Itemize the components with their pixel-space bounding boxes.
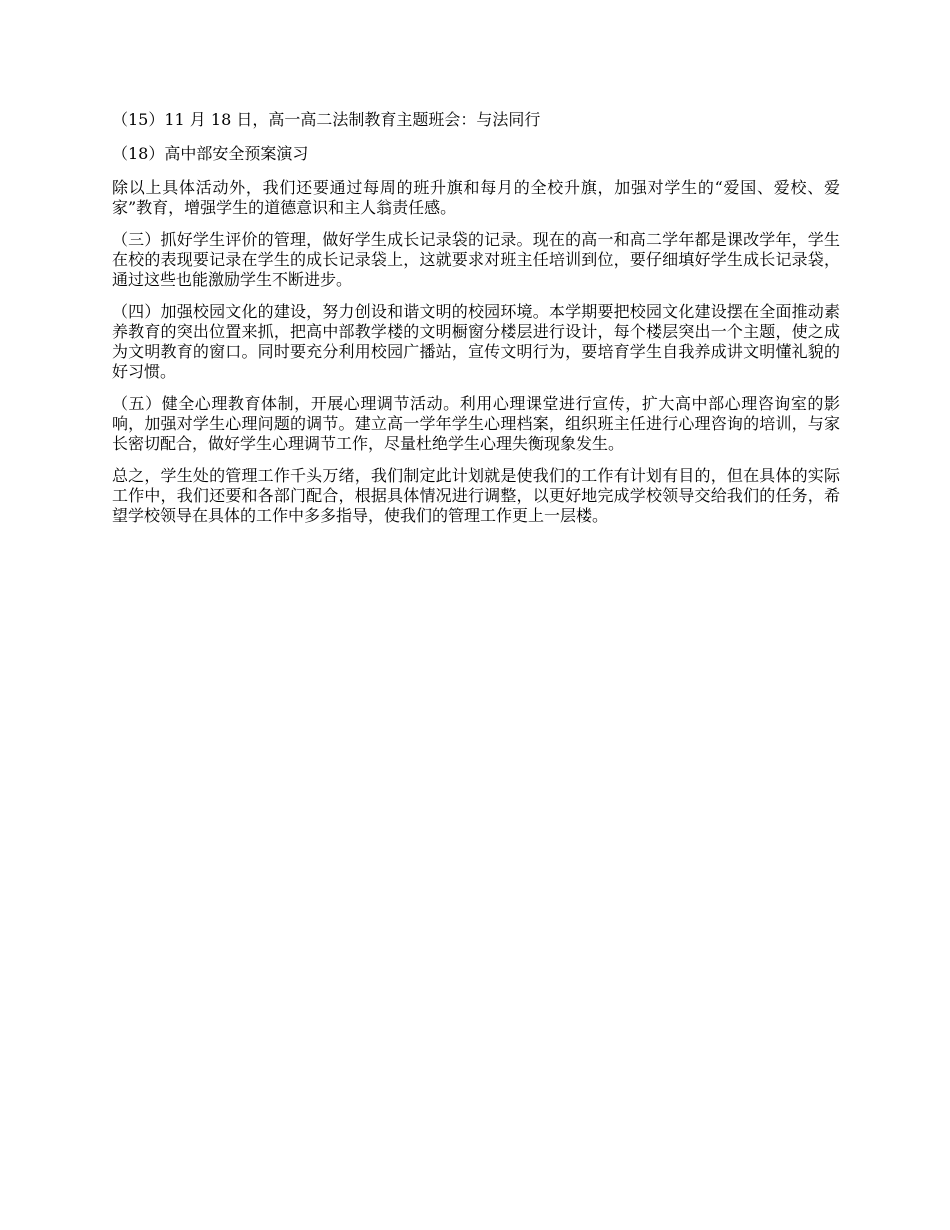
paragraph-conclusion: 总之，学生处的管理工作千头万绪，我们制定此计划就是使我们的工作有计划有目的，但在具体的实际工作中，我们还要和各部门配合，根据具体情况进行调整，以更好地完成学校领导交给我们的任务，希望学校领导在具体的工作中多多指导，使我们的管理工作更上一层楼。	[112, 466, 840, 525]
paragraph-section-four: （四）加强校园文化的建设，努力创设和谐文明的校园环境。本学期要把校园文化建设摆在全面推动素养教育的突出位置来抓，把高中部教学楼的文明橱窗分楼层进行设计，每个楼层突出一个主题，使之成为文明教育的窗口。同时要充分利用校园广播站，宣传文明行为，要培育学生自我养成讲文明懂礼貌的好习惯。	[112, 302, 840, 381]
paragraph-section-five: （五）健全心理教育体制，开展心理调节活动。利用心理课堂进行宣传，扩大高中部心理咨询室的影响，加强对学生心理问题的调节。建立高一学年学生心理档案，组织班主任进行心理咨询的培训，与家长密切配合，做好学生心理调节工作，尽量杜绝学生心理失衡现象发生。	[112, 394, 840, 453]
activity-item-18: （18）高中部安全预案演习	[112, 144, 309, 163]
activity-item-15: （15）11 月 18 日，高一高二法制教育主题班会：与法同行	[112, 110, 541, 129]
paragraph-section-three: （三）抓好学生评价的管理，做好学生成长记录袋的记录。现在的高一和高二学年都是课改学年，学生在校的表现要记录在学生的成长记录袋上，这就要求对班主任培训到位，要仔细填好学生成长记录袋，通过这些也能激励学生不断进步。	[112, 230, 840, 289]
paragraph-patriotic-education: 除以上具体活动外，我们还要通过每周的班升旗和每月的全校升旗，加强对学生的“爱国、爱校、爱家”教育，增强学生的道德意识和主人翁责任感。	[112, 178, 840, 217]
document-page	[112, 110, 840, 538]
